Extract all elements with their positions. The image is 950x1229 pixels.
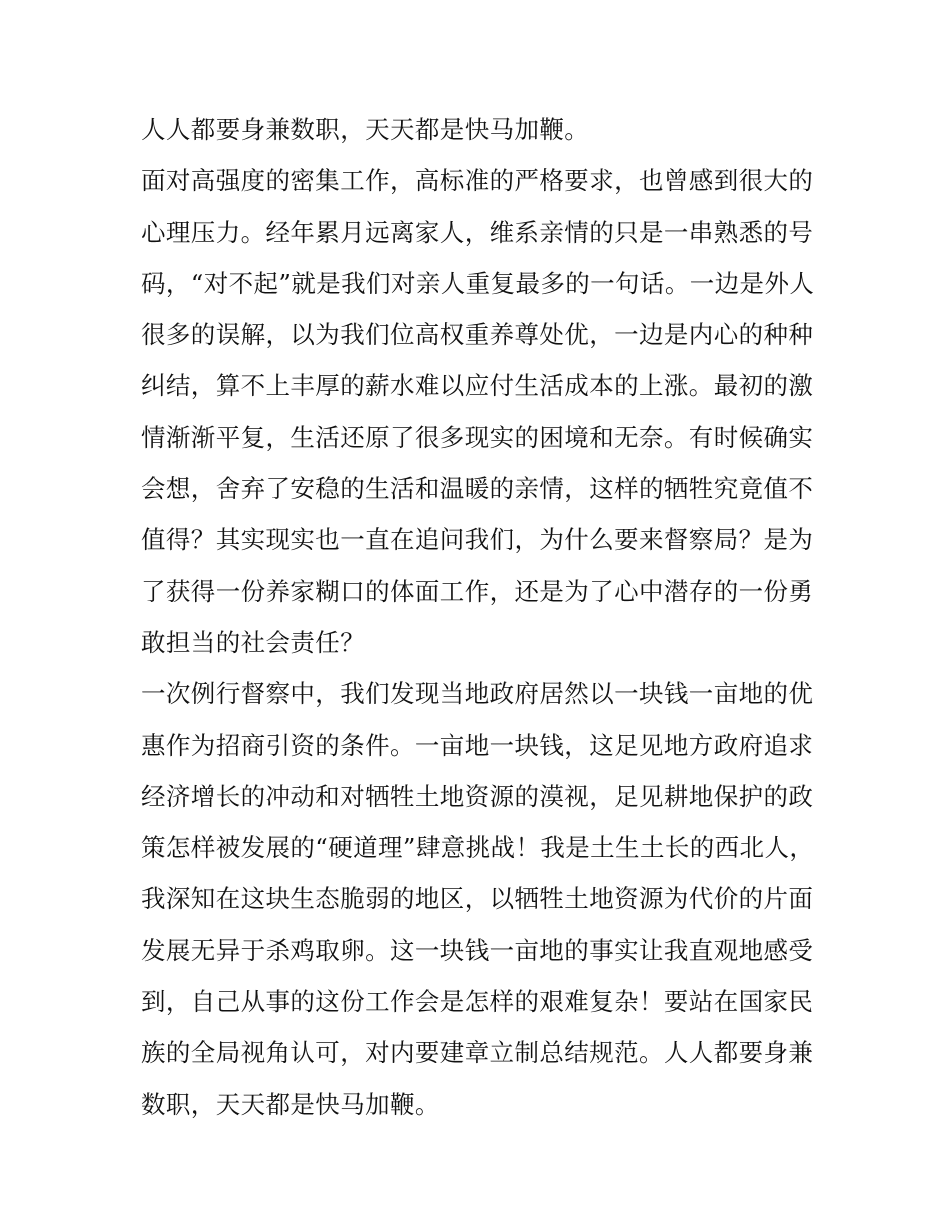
text-line: 策怎样被发展的“硬道理”肆意挑战！我是土生土长的西北人， (141, 833, 815, 863)
text-line: 敢担当的社会责任？ (141, 627, 366, 657)
text-line: 发展无异于杀鸡取卵。这一块钱一亩地的事实让我直观地感受 (141, 935, 814, 965)
text-line: 心理压力。经年累月远离家人，维系亲情的只是一串熟悉的号 (141, 217, 814, 247)
text-line: 人人都要身兼数职，天天都是快马加鞭。 (141, 115, 590, 144)
text-line: 了获得一份养家糊口的体面工作，还是为了心中潜存的一份勇 (141, 576, 814, 606)
text-line: 族的全局视角认可，对内要建章立制总结规范。人人都要身兼 (141, 1038, 814, 1068)
text-line: 一次例行督察中，我们发现当地政府居然以一块钱一亩地的优 (141, 679, 814, 709)
text-line: 面对高强度的密集工作，高标准的严格要求，也曾感到很大的 (141, 166, 814, 196)
text-line: 纠结，算不上丰厚的薪水难以应付生活成本的上涨。最初的激 (141, 371, 814, 401)
text-line: 很多的误解，以为我们位高权重养尊处优，一边是内心的种种 (141, 320, 814, 350)
text-line: 惠作为招商引资的条件。一亩地一块钱，这足见地方政府追求 (141, 730, 814, 760)
text-line: 经济增长的冲动和对牺牲土地资源的漠视，足见耕地保护的政 (141, 781, 814, 811)
text-line: 值得？其实现实也一直在追问我们，为什么要来督察局？是为 (141, 525, 814, 555)
text-line: 我深知在这块生态脆弱的地区，以牺牲土地资源为代价的片面 (141, 884, 814, 914)
text-line: 数职，天天都是快马加鞭。 (141, 1089, 440, 1119)
text-line: 会想，舍弃了安稳的生活和温暖的亲情，这样的牺牲究竟值不 (141, 474, 814, 504)
document-body (141, 104, 815, 1130)
text-line: 情渐渐平复，生活还原了很多现实的困境和无奈。有时候确实 (141, 422, 814, 452)
text-line: 到，自己从事的这份工作会是怎样的艰难复杂！要站在国家民 (141, 987, 814, 1017)
text-line: 码，“对不起”就是我们对亲人重复最多的一句话。一边是外人 (141, 268, 815, 298)
